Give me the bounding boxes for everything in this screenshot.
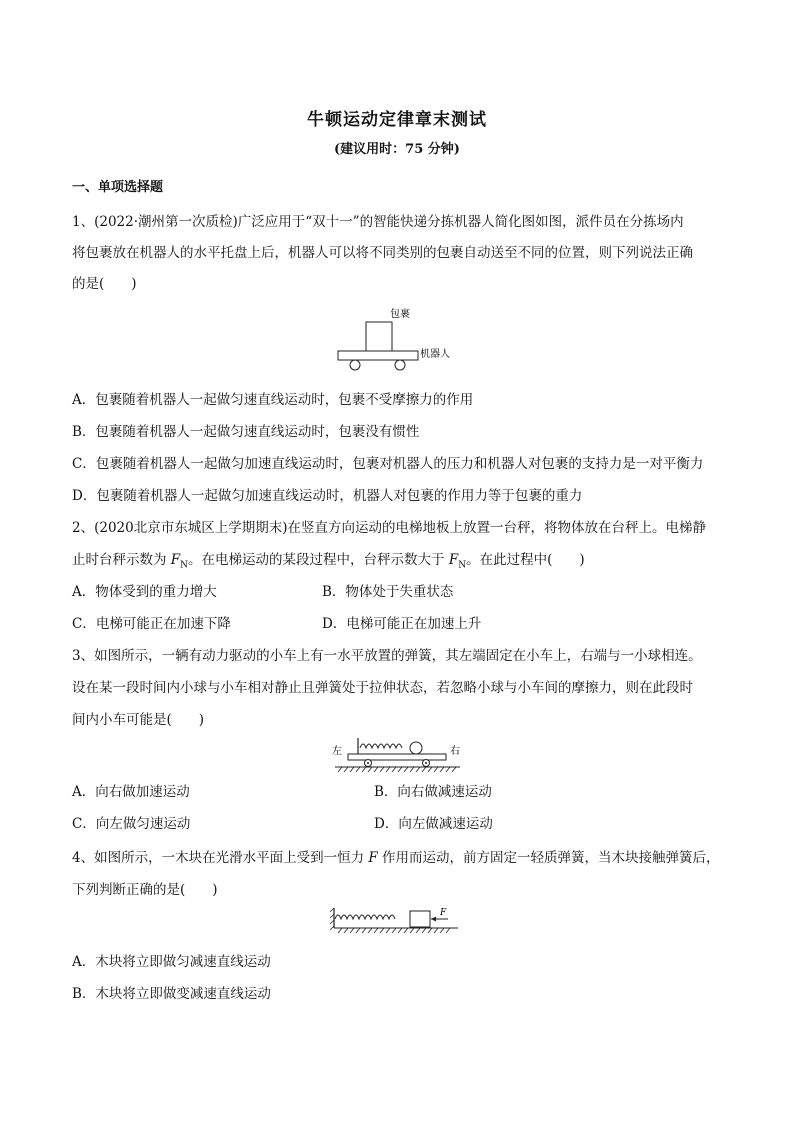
q1-option-c: C．包裹随着机器人一起做匀加速直线运动时，包裹对机器人的压力和机器人对包裹的支持力是一对平衡力 <box>72 456 704 472</box>
section-heading: 一、单项选择题 <box>72 180 164 195</box>
q1-figure-robot <box>330 302 470 372</box>
q1-fig-package-label: 包裹 <box>390 309 410 320</box>
q2-option-a: A．物体受到的重力增大 <box>72 584 217 600</box>
q3-line-2: 设在某一段时间内小球与小车相对静止且弹簧处于拉伸状态，若忽略小球与小车间的摩擦力，则在此段时 <box>72 680 693 696</box>
q1-option-b: B．包裹随着机器人一起做匀速直线运动时，包裹没有惯性 <box>72 424 420 440</box>
q1-line-2: 将包裹放在机器人的水平托盘上后，机器人可以将不同类别的包裹自动送至不同的位置，则下列说法正确 <box>72 245 693 261</box>
q3-option-a: A．向右做加速运动 <box>72 784 190 800</box>
q4-option-b: B．木块将立即做变减速直线运动 <box>72 986 271 1002</box>
q3-fig-left-label: 左 <box>332 746 342 757</box>
q4-fig-force-label: F <box>440 908 447 918</box>
q3-option-c: C．向左做匀速运动 <box>72 816 191 832</box>
q3-option-d: D．向左做减速运动 <box>374 816 493 832</box>
q4-line-1: 4、如图所示，一木块在光滑水平面上受到一恒力 F 作用而运动，前方固定一轻质弹簧，当木块接触弹簧后， <box>72 850 720 866</box>
q4-line-2: 下列判断正确的是( ) <box>72 882 218 898</box>
q2-option-d: D．电梯可能正在加速上升 <box>322 616 482 632</box>
q1-fig-robot-label: 机器人 <box>420 349 450 360</box>
q3-fig-right-label: 右 <box>450 746 460 757</box>
q2-option-c: C．电梯可能正在加速下降 <box>72 616 231 632</box>
q4-option-a: A．木块将立即做匀减速直线运动 <box>72 954 271 970</box>
q1-line-3: 的是( ) <box>72 276 137 292</box>
q2-line-2: 止时台秤示数为 $F_N$。在电梯运动的某段过程中，台秤示数大于 $F_N$。在此过程中( ) <box>72 552 585 571</box>
page-title: 牛顿运动定律章末测试 <box>307 110 487 130</box>
q2-option-b: B．物体处于失重状态 <box>322 584 454 600</box>
page-subtitle: (建议用时：75 分钟) <box>334 142 460 157</box>
q3-figure-cart-spring <box>330 732 470 774</box>
q2-line-1: 2、(2020北京市东城区上学期期末)在竖直方向运动的电梯地板上放置一台秤，将物体放在台秤上。电梯静 <box>72 520 706 536</box>
q4-figure-block-spring <box>330 904 465 934</box>
q1-option-a: A．包裹随着机器人一起做匀速直线运动时，包裹不受摩擦力的作用 <box>72 392 474 408</box>
q3-line-1: 3、如图所示，一辆有动力驱动的小车上有一水平放置的弹簧，其左端固定在小车上，右端与一小球相连。 <box>72 648 702 664</box>
q1-option-d: D．包裹随着机器人一起做匀加速直线运动时，机器人对包裹的作用力等于包裹的重力 <box>72 488 583 504</box>
q3-option-b: B．向右做减速运动 <box>374 784 492 800</box>
q1-line-1: 1、(2022·潮州第一次质检)广泛应用于“双十一”的智能快递分拣机器人简化图如图，派件员在分拣场内 <box>72 214 684 230</box>
q3-line-3: 间内小车可能是( ) <box>72 712 205 728</box>
